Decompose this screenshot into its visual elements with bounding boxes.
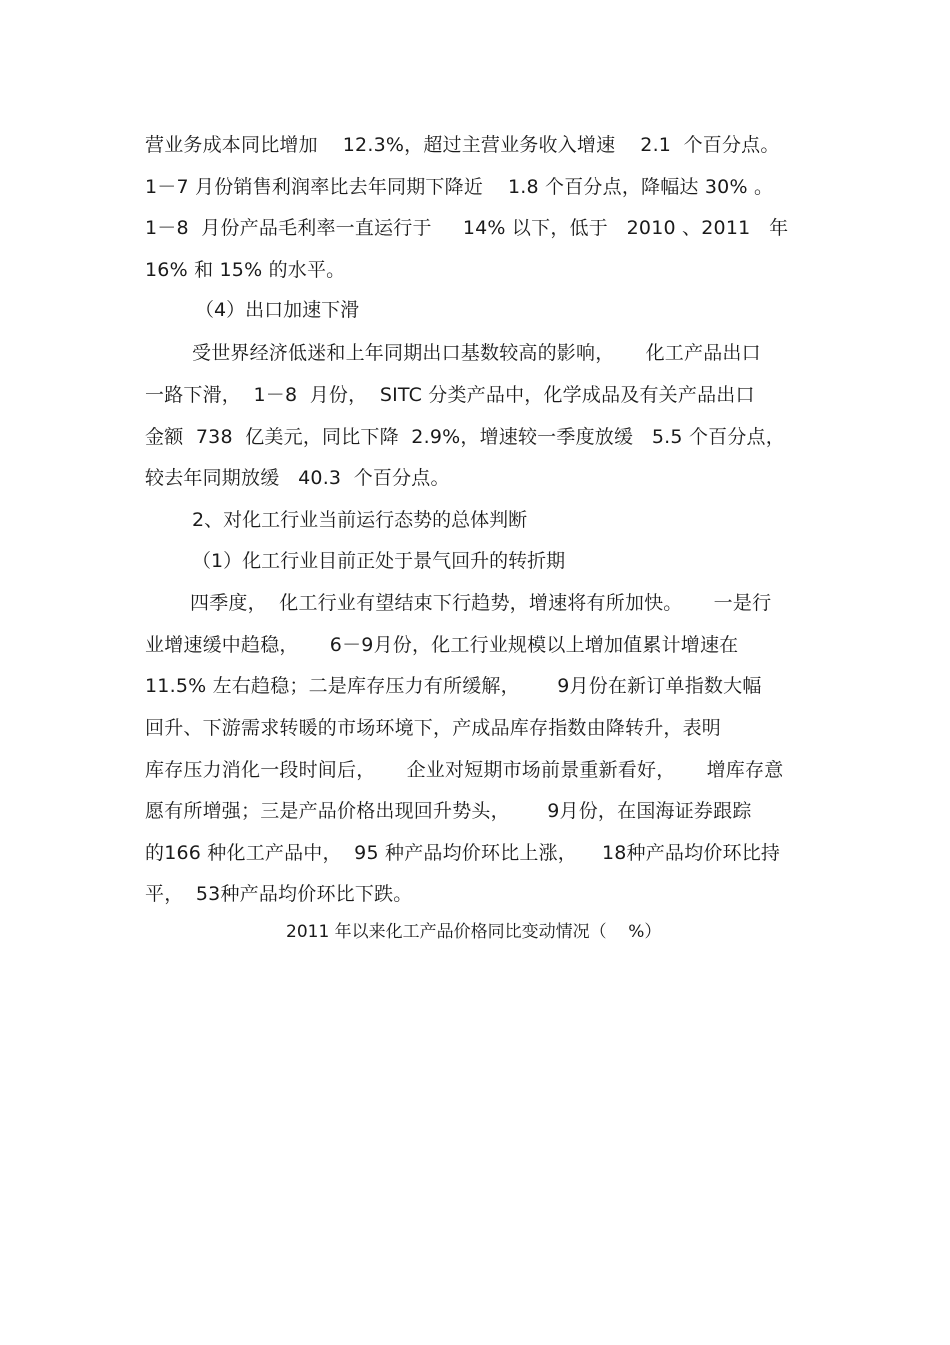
export-paragraph-line-4: 较去年同期放缓 40.3 个百分点。: [145, 467, 450, 489]
cost-paragraph-line-3: 1－8 月份产品毛利率一直运行于 14% 以下，低于 2010 、2011 年: [145, 217, 789, 239]
export-section-heading: （4）出口加速下滑: [195, 299, 360, 321]
export-paragraph-line-1: 受世界经济低迷和上年同期出口基数较高的影响， 化工产品出口: [192, 342, 761, 364]
judgment-paragraph-line-2: 业增速缓中趋稳， 6－9月份，化工行业规模以上增加值累计增速在: [145, 634, 739, 656]
judgment-paragraph-line-1: 四季度， 化工行业有望结束下行趋势，增速将有所加快。 一是行: [190, 592, 772, 614]
judgment-paragraph-line-7: 的166 种化工产品中， 95 种产品均价环比上涨， 18种产品均价环比持: [145, 842, 781, 864]
cost-paragraph-line-1: 营业务成本同比增加 12.3%，超过主营业务收入增速 2.1 个百分点。: [145, 134, 780, 156]
judgment-paragraph-line-4: 回升、下游需求转暖的市场环境下，产成品库存指数由降转升，表明: [145, 717, 722, 739]
judgment-subheading: （1）化工行业目前正处于景气回升的转折期: [192, 550, 566, 572]
figure-caption: 2011 年以来化工产品价格同比变动情况（ %）: [286, 922, 662, 942]
judgment-paragraph-line-5: 库存压力消化一段时间后， 企业对短期市场前景重新看好， 增库存意: [145, 759, 784, 781]
judgment-paragraph-line-3: 11.5% 左右趋稳；二是库存压力有所缓解， 9月份在新订单指数大幅: [145, 675, 762, 697]
judgment-paragraph-line-6: 愿有所增强；三是产品价格出现回升势头， 9月份，在国海证券跟踪: [145, 800, 752, 822]
export-paragraph-line-3: 金额 738 亿美元，同比下降 2.9%，增速较一季度放缓 5.5 个百分点，: [145, 426, 785, 448]
judgment-paragraph-line-8: 平， 53种产品均价环比下跌。: [145, 883, 413, 905]
cost-paragraph-line-4: 16% 和 15% 的水平。: [145, 259, 346, 281]
judgment-section-heading: 2、对化工行业当前运行态势的总体判断: [192, 509, 528, 531]
export-paragraph-line-2: 一路下滑， 1－8 月份， SITC 分类产品中，化学成品及有关产品出口: [145, 384, 755, 406]
cost-paragraph-line-2: 1－7 月份销售利润率比去年同期下降近 1.8 个百分点，降幅达 30% 。: [145, 176, 774, 198]
